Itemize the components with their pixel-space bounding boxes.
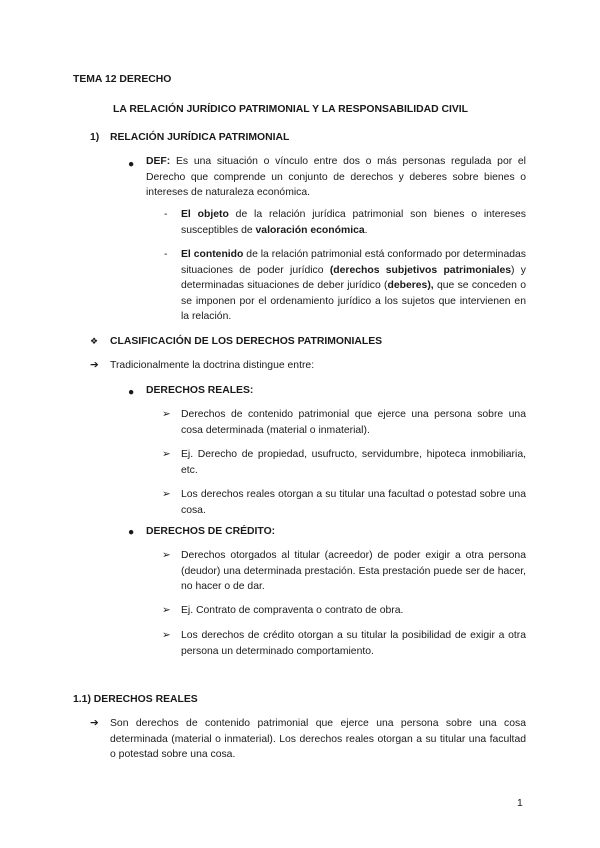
credito-title: DERECHOS DE CRÉDITO: <box>146 526 276 537</box>
reales-title: DERECHOS REALES: <box>146 385 254 396</box>
main-title: LA RELACIÓN JURÍDICO PATRIMONIAL Y LA RESPONSABILIDAD CIVIL <box>113 104 469 115</box>
list-item: Los derechos reales otorgan a su titular una facultad o potestad sobre una cosa. <box>181 489 526 516</box>
section-title: RELACIÓN JURÍDICA PATRIMONIAL <box>110 132 290 143</box>
section-11-title: 1.1) DERECHOS REALES <box>73 694 198 705</box>
contenido-bold-2: (derechos subjetivos patrimoniales <box>329 264 512 276</box>
arrowhead-bullet-icon: ➢ <box>162 449 171 460</box>
classification-intro: Tradicionalmente la doctrina distingue entre: <box>110 360 315 371</box>
bullet-dot-icon: ● <box>128 159 135 170</box>
list-item: Los derechos de crédito otorgan a su titular la posibilidad de exigir a otra persona un determinado comportamiento. <box>181 630 526 657</box>
page-number: 1 <box>517 798 523 809</box>
arrowhead-bullet-icon: ➢ <box>162 409 171 420</box>
contenido-bold: El contenido <box>181 249 244 260</box>
arrowhead-bullet-icon: ➢ <box>162 630 171 641</box>
arrow-right-icon: ➔ <box>90 718 99 729</box>
objeto-text-2: . <box>364 224 368 236</box>
section-number: 1) <box>90 132 100 143</box>
def-text: Es una situación o vínculo entre dos o más personas regulada por el Derecho que comprende un conjunto de derechos y deberes sobre bienes o intereses de naturaleza económica. <box>146 156 526 198</box>
objeto-paragraph <box>181 207 526 238</box>
contenido-paragraph <box>181 247 526 325</box>
section-11-text: Son derechos de contenido patrimonial que ejerce una persona sobre una cosa determinada (material o inmaterial). Los derechos reales otorgan a su titular una facultad o potestad sobre una cosa. <box>110 718 526 760</box>
objeto-bold-2: valoración económica <box>255 224 365 236</box>
classification-title: CLASIFICACIÓN DE LOS DERECHOS PATRIMONIALES <box>110 336 383 347</box>
arrow-right-icon: ➔ <box>90 360 99 371</box>
list-item: Ej. Derecho de propiedad, usufructo, servidumbre, hipoteca inmobiliaria, etc. <box>181 449 526 476</box>
list-item: Derechos de contenido patrimonial que ejerce una persona sobre una cosa determinada (material o inmaterial). <box>181 409 526 436</box>
arrowhead-bullet-icon: ➢ <box>162 489 171 500</box>
bullet-dot-icon: ● <box>128 527 135 538</box>
contenido-bold-3: deberes), <box>387 280 434 291</box>
objeto-bold: El objeto <box>181 209 229 220</box>
objeto-text: de la relación jurídica patrimonial son bienes o intereses susceptibles de <box>181 209 526 236</box>
arrowhead-bullet-icon: ➢ <box>162 550 171 561</box>
topic-title: TEMA 12 DERECHO <box>73 74 172 85</box>
list-item: Derechos otorgados al titular (acreedor) de poder exigir a otra persona (deudor) una determinada prestación. Esta prestación puede ser de hacer, no hacer o de dar. <box>181 550 526 592</box>
def-label: DEF: <box>146 156 171 167</box>
contenido-text-2: ) y determinadas situaciones de deber jurídico ( <box>181 264 526 291</box>
definition-paragraph <box>146 154 526 201</box>
contenido-text: de la relación patrimonial está conformado por determinadas situaciones de poder jurídico <box>181 249 526 276</box>
dash-icon: - <box>164 209 168 220</box>
diamond-bullet-icon: ❖ <box>90 336 99 346</box>
list-item: Ej. Contrato de compraventa o contrato de obra. <box>181 605 404 616</box>
contenido-text-3: que se conceden o se imponen por el ordenamiento jurídico a los sujetos que intervienen en la relación. <box>181 280 526 322</box>
arrowhead-bullet-icon: ➢ <box>162 605 171 616</box>
bullet-dot-icon: ● <box>128 387 135 398</box>
dash-icon: - <box>164 249 168 260</box>
